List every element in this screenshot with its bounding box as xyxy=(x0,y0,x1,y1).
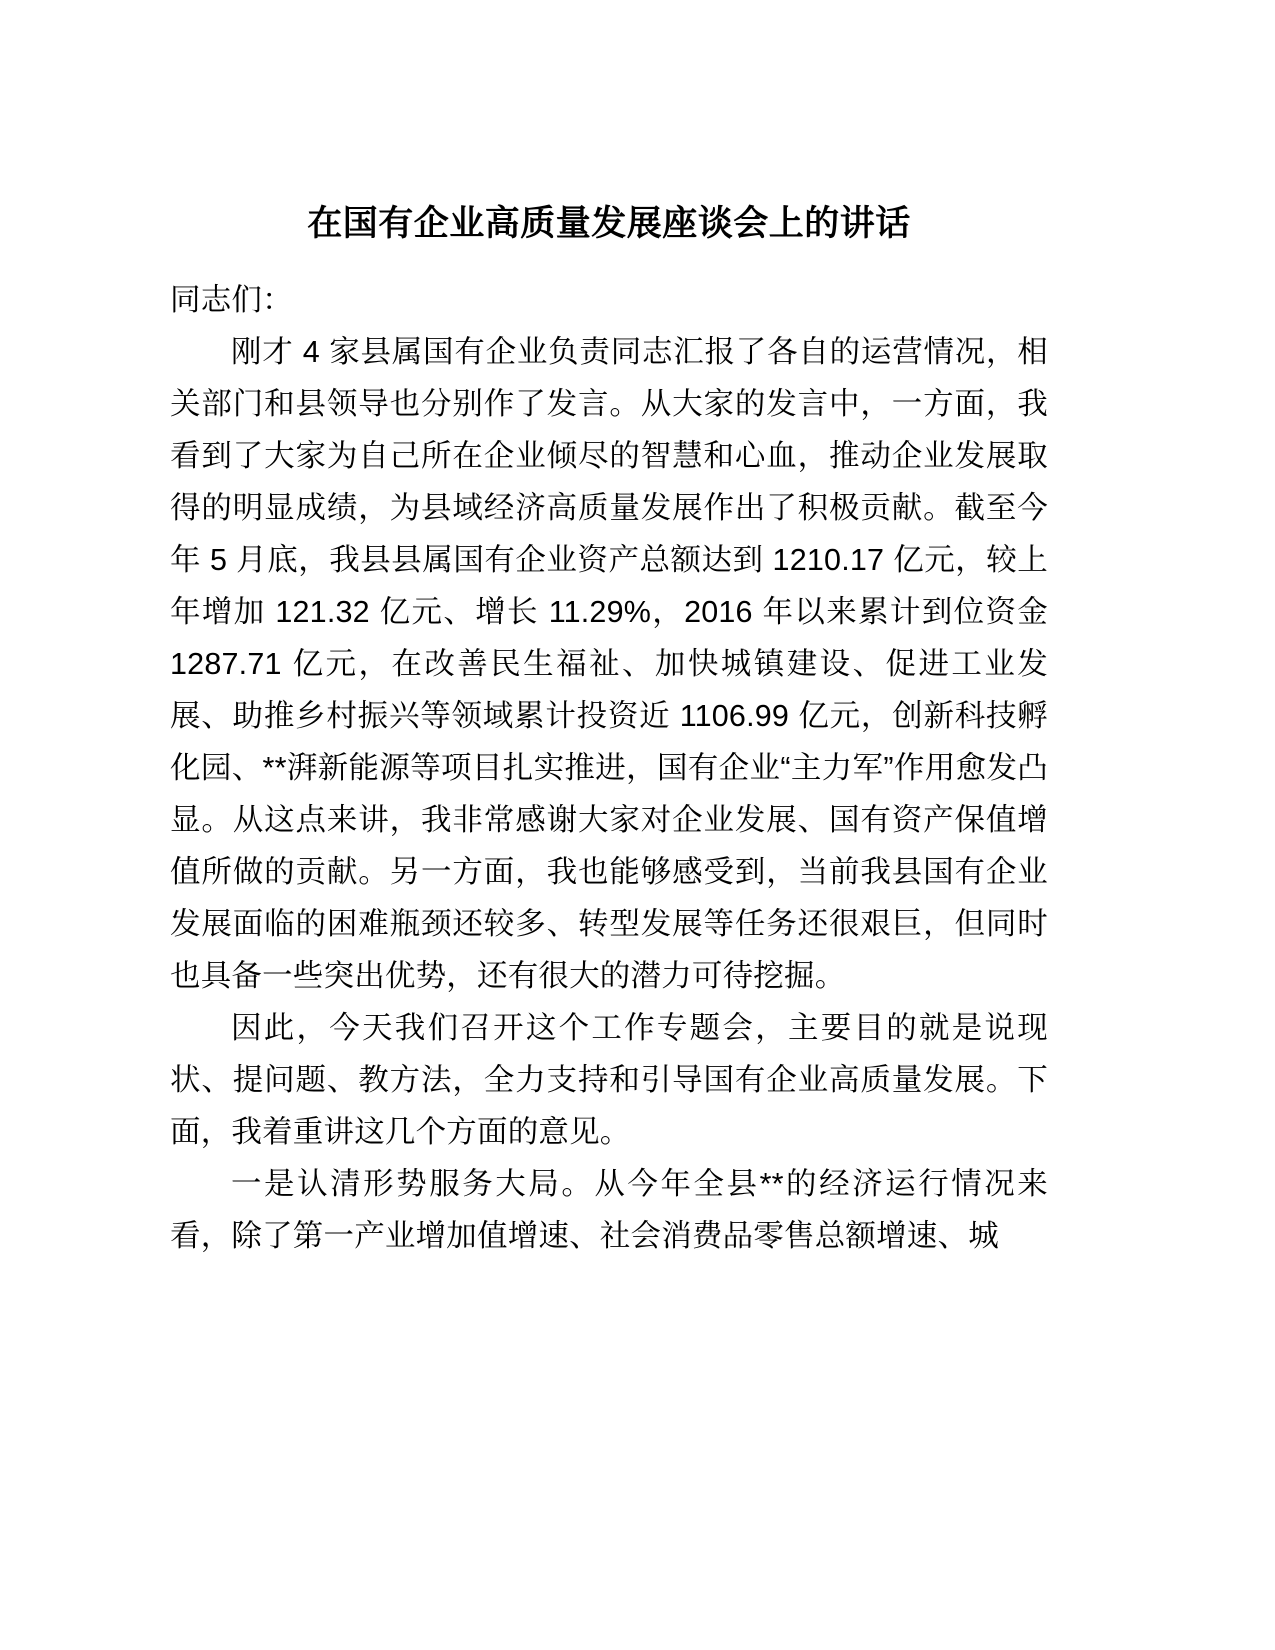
document-body xyxy=(170,196,1048,1262)
paragraph-2: 因此，今天我们召开这个工作专题会，主要目的就是说现状、提问题、教方法，全力支持和引导国有企业高质量发展。下面，我着重讲这几个方面的意见。 xyxy=(170,1011,1048,1149)
paragraph-1: 刚才 4 家县属国有企业负责同志汇报了各自的运营情况，相关部门和县领导也分别作了发言。从大家的发言中，一方面，我看到了大家为自己所在企业倾尽的智慧和心血，推动企业发展取得的明显成绩，为县域经济高质量发展作出了积极贡献。截至今年 5 月底，我县县属国有企业资产总额达到 1210.17 亿元，较上年增加 121.32 亿元、增长 11.29%，2016 年以来累计到位资金 1287.71 亿元，在改善民生福祉、加快城镇建设、促进工业发展、助推乡村振兴等领域累计投资近 1106.99 亿元，创新科技孵化园、**湃新能源等项目扎实推进，国有企业“主力军”作用愈发凸显。从这点来讲，我非常感谢大家对企业发展、国有资产保值增值所做的贡献。另一方面，我也能够感受到，当前我县国有企业发展面临的困难瓶颈还较多、转型发展等任务还很艰巨，但同时也具备一些突出优势，还有很大的潜力可待挖掘。 xyxy=(170,335,1048,993)
page-title: 在国有企业高质量发展座谈会上的讲话 xyxy=(307,204,911,243)
salutation-line: 同志们： xyxy=(170,283,293,317)
paragraph-3: 一是认清形势服务大局。从今年全县**的经济运行情况来看，除了第一产业增加值增速、社会消费品零售总额增速、城 xyxy=(170,1167,1048,1253)
